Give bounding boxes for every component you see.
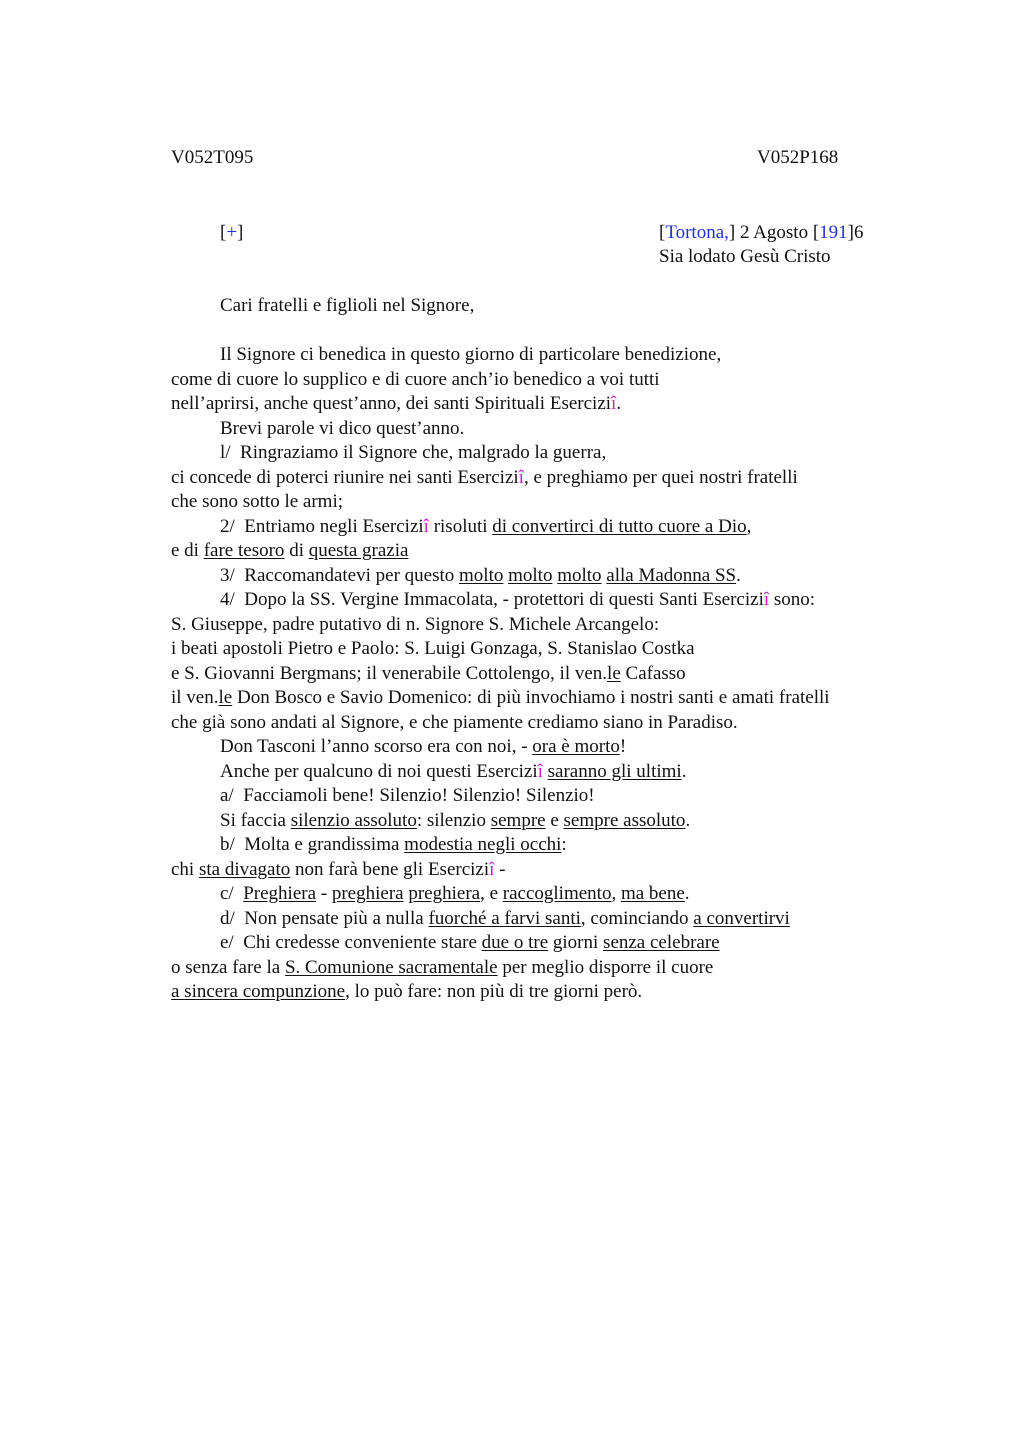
place-close-bracket: ] bbox=[728, 222, 736, 243]
line-text: o senza fare la bbox=[171, 956, 285, 978]
underlined-text: modestia negli occhi bbox=[404, 834, 562, 855]
line-text: che già sono andati al Signore, e che piamente crediamo siano in Paradiso. bbox=[171, 711, 738, 733]
line-text: e/ Chi credesse conveniente stare bbox=[220, 932, 482, 953]
line-text: 3/ Raccomandatevi per questo bbox=[220, 564, 460, 586]
text-line bbox=[171, 809, 931, 834]
text-line bbox=[171, 441, 931, 466]
text-line bbox=[171, 760, 931, 785]
underlined-text: Preghiera bbox=[243, 883, 317, 904]
text-line bbox=[171, 368, 931, 393]
underlined-text: due o tre bbox=[481, 932, 549, 953]
line-text: , bbox=[746, 515, 752, 537]
underlined-text: di convertirci di tutto cuore a Dio bbox=[492, 515, 747, 537]
line-text: c/ bbox=[220, 883, 244, 904]
underlined-text: le bbox=[607, 662, 621, 684]
underlined-text: silenzio assoluto bbox=[290, 809, 417, 831]
line-text: , cominciando bbox=[580, 907, 694, 929]
line-text: 2/ Entriamo negli Esercizi bbox=[220, 515, 424, 537]
text-line bbox=[171, 882, 931, 907]
line-text: ! bbox=[619, 736, 627, 757]
line-text: a/ Facciamoli bene! Silenzio! Silenzio! Silenzio! bbox=[220, 785, 595, 806]
year-editorial: 191 bbox=[819, 222, 848, 243]
underlined-text: fuorché a farvi santi bbox=[428, 907, 581, 929]
line-text: - bbox=[494, 858, 506, 880]
line-text: . bbox=[736, 564, 741, 586]
underlined-text: sempre assoluto bbox=[563, 809, 686, 831]
line-text: . bbox=[616, 393, 622, 414]
text-line bbox=[171, 539, 931, 564]
line-text: e bbox=[545, 809, 564, 831]
underlined-text: questa grazia bbox=[308, 540, 409, 561]
line-text: , e preghiamo per quei nostri fratelli bbox=[523, 466, 798, 488]
line-text: e di bbox=[171, 540, 204, 561]
line-text: , lo può fare: non più di tre giorni però. bbox=[345, 981, 643, 1002]
underlined-text: raccoglimento bbox=[502, 883, 612, 904]
underlined-text: alla Madonna SS bbox=[606, 564, 737, 586]
underlined-text: S. Comunione sacramentale bbox=[284, 956, 498, 978]
line-text: Anche per qualcuno di noi questi Esercizi bbox=[220, 760, 538, 782]
underlined-text: sta divagato bbox=[198, 858, 291, 880]
place-name: Tortona, bbox=[665, 222, 729, 243]
text-line bbox=[171, 711, 931, 736]
text-line bbox=[171, 466, 931, 491]
line-text: ci concede di poterci riunire nei santi Esercizi bbox=[171, 466, 519, 488]
cross-close-bracket: ] bbox=[237, 222, 244, 243]
editorial-mark: î bbox=[423, 515, 429, 537]
underlined-text: saranno gli ultimi bbox=[547, 760, 682, 782]
underlined-text: ora è morto bbox=[532, 736, 620, 757]
line-text: e S. Giovanni Bergmans; il venerabile Cottolengo, il ven. bbox=[171, 662, 608, 684]
line-text: non farà bene gli Esercizi bbox=[290, 858, 490, 880]
place-date-block bbox=[659, 221, 864, 269]
place-date-line bbox=[659, 221, 864, 245]
text-line bbox=[171, 343, 931, 368]
line-text: di bbox=[284, 540, 309, 561]
line-text: Cafasso bbox=[620, 662, 686, 684]
line-text: Il Signore ci benedica in questo giorno di particolare benedizione, bbox=[220, 344, 722, 365]
motto-line: Sia lodato Gesù Cristo bbox=[659, 246, 831, 267]
text-line bbox=[171, 931, 931, 956]
editorial-mark: î bbox=[537, 760, 543, 782]
underlined-text: molto bbox=[459, 564, 504, 586]
text-line bbox=[171, 392, 931, 417]
line-text: nell’aprirsi, anche quest’anno, dei santi Spirituali Esercizi bbox=[171, 393, 612, 414]
line-text: , bbox=[611, 883, 621, 904]
underlined-text: a convertirvi bbox=[693, 907, 790, 929]
editorial-mark: î bbox=[763, 589, 770, 610]
text-line bbox=[171, 956, 931, 981]
line-text: b/ Molta e grandissima bbox=[220, 834, 405, 855]
line-text: chi bbox=[171, 858, 199, 880]
line-text: come di cuore lo supplico e di cuore anch’io benedico a voi tutti bbox=[171, 368, 660, 390]
line-text: Brevi parole vi dico quest’anno. bbox=[220, 417, 465, 439]
year-close: ]6 bbox=[847, 222, 864, 243]
underlined-text: senza celebrare bbox=[603, 932, 720, 953]
line-text: d/ Non pensate più a nulla bbox=[220, 907, 429, 929]
place-open-bracket: [ bbox=[659, 222, 666, 243]
cross-mark bbox=[220, 221, 243, 245]
text-line bbox=[171, 735, 931, 760]
line-text: risoluti bbox=[428, 515, 493, 537]
line-text: Si faccia bbox=[220, 809, 291, 831]
page-code-right: V052P168 bbox=[757, 147, 839, 168]
line-text: i beati apostoli Pietro e Paolo: S. Luigi Gonzaga, S. Stanislao Costka bbox=[171, 638, 695, 659]
cross-open-bracket: [ bbox=[220, 222, 227, 243]
text-line bbox=[171, 637, 931, 662]
text-line bbox=[171, 907, 931, 932]
date-text: 2 Agosto [ bbox=[735, 222, 820, 243]
underlined-text: a sincera compunzione bbox=[171, 981, 346, 1002]
line-text: l/ Ringraziamo il Signore che, malgrado la guerra, bbox=[220, 442, 607, 463]
text-line bbox=[171, 515, 931, 540]
line-text: sono: bbox=[769, 589, 816, 610]
underlined-text: ma bene bbox=[620, 883, 685, 904]
letter-body bbox=[171, 343, 931, 1005]
line-text: - bbox=[316, 883, 332, 904]
underlined-text: fare tesoro bbox=[203, 540, 285, 561]
editorial-mark: î bbox=[611, 393, 617, 414]
line-text: . bbox=[684, 883, 690, 904]
line-text: . bbox=[685, 809, 691, 831]
line-text: che sono sotto le armi; bbox=[171, 491, 344, 512]
text-line bbox=[171, 417, 931, 442]
text-line bbox=[171, 588, 931, 613]
text-line bbox=[171, 662, 931, 687]
text-line bbox=[171, 613, 931, 638]
line-text: Don Tasconi l’anno scorso era con noi, - bbox=[220, 736, 533, 757]
text-line bbox=[171, 564, 931, 589]
text-line bbox=[171, 686, 931, 711]
salutation: Cari fratelli e figlioli nel Signore, bbox=[220, 295, 475, 316]
underlined-text: molto bbox=[557, 564, 602, 586]
line-text: per meglio disporre il cuore bbox=[497, 956, 714, 978]
cross-symbol: + bbox=[226, 222, 238, 243]
line-text: 4/ Dopo la SS. Vergine Immacolata, - protettori di questi Santi Esercizi bbox=[220, 589, 764, 610]
underlined-text: sempre bbox=[490, 809, 546, 831]
text-line bbox=[171, 858, 931, 883]
text-line bbox=[171, 490, 931, 515]
line-text: S. Giuseppe, padre putativo di n. Signore S. Michele Arcangelo: bbox=[171, 613, 660, 635]
line-text: . bbox=[681, 760, 687, 782]
text-line bbox=[171, 784, 931, 809]
line-text: Don Bosco e Savio Domenico: di più invochiamo i nostri santi e amati fratelli bbox=[232, 687, 830, 708]
line-text: giorni bbox=[548, 932, 604, 953]
document-code-left: V052T095 bbox=[171, 147, 254, 168]
underlined-text: molto bbox=[508, 564, 553, 586]
editorial-mark: î bbox=[489, 858, 495, 880]
editorial-mark: î bbox=[518, 466, 524, 488]
line-text: il ven. bbox=[171, 687, 219, 708]
line-text: : silenzio bbox=[416, 809, 491, 831]
underlined-text: preghiera bbox=[408, 883, 481, 904]
line-text: : bbox=[561, 834, 567, 855]
text-line bbox=[171, 833, 931, 858]
line-text: , e bbox=[480, 883, 503, 904]
underlined-text: preghiera bbox=[331, 883, 404, 904]
text-line bbox=[171, 980, 931, 1005]
underlined-text: le bbox=[218, 687, 233, 708]
